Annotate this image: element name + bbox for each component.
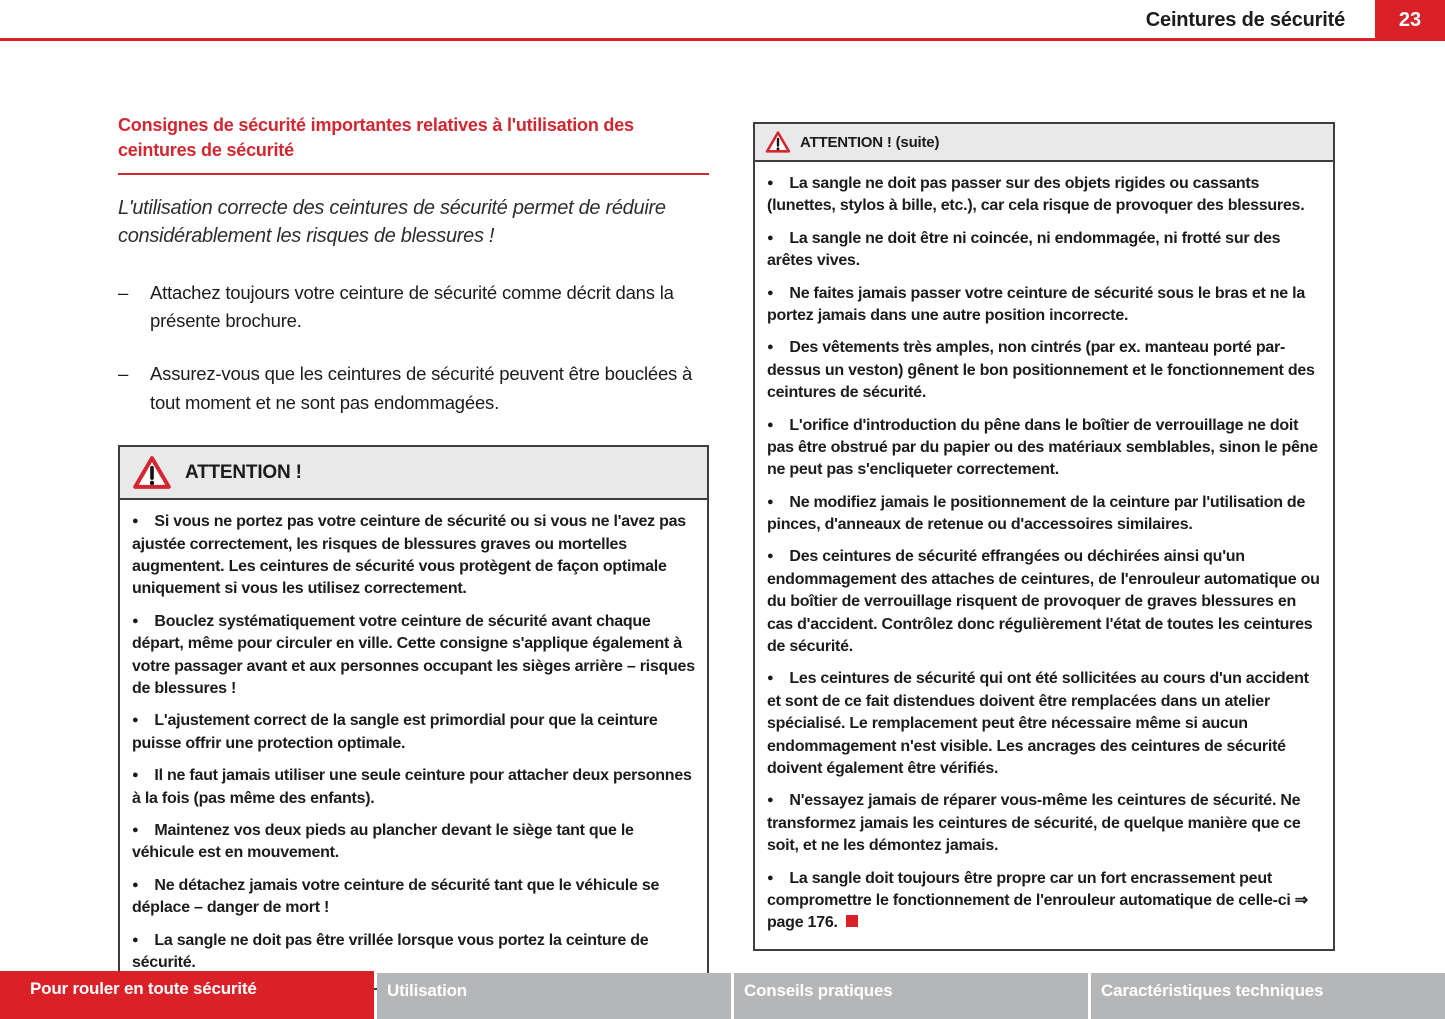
warning-bullet-text: Les ceintures de sécurité qui ont été sollicitées au cours d'un accident et sont de ce fait distendues doivent être remplacées dans un atelier spécialisé. Le remplacement peut être nécessaire même si aucun endommagement n'est visible. Les ancrages des ceintures de sécurité doivent également être vérifiés. [767,670,1309,777]
footer-tab-utilisation: Utilisation [377,973,731,1019]
dash-list-item [118,279,709,336]
bullet-dot-icon: ● [132,515,139,528]
right-column [753,122,1335,951]
warning-bullet-text: Bouclez systématiquement votre ceinture de sécurité avant chaque départ, même pour circuler en ville. Cette consigne s'applique également à votre passager avant et aux personnes occupant les sièges arrière – risques de blessures ! [132,612,695,697]
end-of-section-marker [846,915,858,927]
bullet-dot-icon: ● [767,286,774,299]
warning-bullet-text: Ne faites jamais passer votre ceinture de sécurité sous le bras et ne la portez jamais dans une autre position incorrecte. [767,284,1305,324]
bullet-dot-icon: ● [767,177,774,189]
warning-bullet-text: La sangle ne doit être ni coincée, ni endommagée, ni frotté sur des arêtes vives. [767,229,1281,270]
warning-bullet-text: Des vêtements très amples, non cintrés (par ex. manteau porté par-dessus un veston) gênent le bon positionnement et le fonctionnement des ceintures de sécurité. [767,339,1315,402]
page-number-badge: 23 [1375,0,1445,41]
warning-bullet-text: La sangle ne doit pas passer sur des objets rigides ou cassants (lunettes, stylos à bille, etc.), car cela risque de provoquer des blessures. [767,175,1305,215]
warning-bullet [132,611,695,701]
warning-bullet [767,173,1321,218]
bullet-dot-icon: ● [132,933,139,946]
warning-bullet [767,415,1321,482]
lede-text: L'utilisation correcte des ceintures de sécurité permet de réduire considérablement les risques de blessures ! [118,197,666,247]
warning-title: ATTENTION ! [185,461,302,483]
warning-box-attention [118,445,709,990]
dash-list-item [118,360,709,417]
warning-bullet-text: N'essayez jamais de réparer vous-même les ceintures de sécurité. Ne transformez jamais les ceintures de sécurité, de quelque manière que ce soit, et ne les démontez jamais. [767,792,1301,855]
bullet-dot-icon: ● [132,878,139,891]
left-column [118,113,709,990]
dash-item-text: Assurez-vous que les ceintures de sécurité peuvent être bouclées à tout moment et ne sont pas endommagées. [150,362,693,413]
bullet-dot-icon: ● [767,418,774,431]
warning-bullet-text: Des ceintures de sécurité effrangées ou déchirées ainsi qu'un endommagement des attaches de ceintures, de l'enrouleur automatique ou du boîtier de verrouillage risquent de provoquer de graves blessures en cas d'accident. Contrôlez donc régulièrement l'état de toutes les ceintures de sécurité. [767,548,1320,656]
warning-bullet [767,546,1321,658]
dash-item-text: Attachez toujours votre ceinture de sécurité comme décrit dans la présente brochure. [150,281,674,332]
dash-marker: – [118,281,129,303]
footer-tab-conseils-pratiques: Conseils pratiques [734,973,1088,1019]
warning-box-header [120,447,707,500]
warning-triangle-icon [765,130,791,154]
warning-bullet-text: L'ajustement correct de la sangle est primordial pour que la ceinture puisse offrir une protection optimale. [132,712,658,752]
warning-bullet [767,283,1321,328]
footer-tab-pour-rouler: Pour rouler en toute sécurité [0,971,374,1019]
warning-bullet [132,511,695,601]
warning-box-attention-suite [753,122,1335,951]
warning-bullet [132,875,695,920]
warning-bullet-text: Si vous ne portez pas votre ceinture de sécurité ou si vous ne l'avez pas ajustée correctement, les risques de blessures graves ou mortelles augmentent. Les ceintures de sécurité vous protègent de façon optimale uniquement si vous les utilisez correctement. [132,513,686,598]
bullet-dot-icon: ● [132,614,139,627]
warning-bullet-text: La sangle ne doit pas être vrillée lorsque vous portez la ceinture de sécurité. [132,931,649,971]
warning-bullet-text: Maintenez vos deux pieds au plancher devant le siège tant que le véhicule est en mouvement. [132,821,634,862]
bullet-dot-icon: ● [767,672,774,685]
dash-list [118,279,709,418]
section-heading: Consignes de sécurité importantes relatives à l'utilisation des ceintures de sécurité [118,113,709,175]
warning-bullet [767,492,1321,537]
warning-bullet [132,710,695,755]
warning-box-body [120,500,707,988]
bullet-dot-icon: ● [767,341,774,354]
warning-bullet [767,790,1321,857]
warning-bullet [132,820,695,865]
warning-bullet-text: Ne modifiez jamais le positionnement de la ceinture par l'utilisation de pinces, d'anneaux de retenue ou d'accessoires similaires. [767,493,1306,534]
bullet-dot-icon: ● [767,871,774,884]
bullet-dot-icon: ● [767,495,774,508]
warning-bullet [767,337,1321,404]
footer-tab-caracteristiques-techniques: Caractéristiques techniques [1091,973,1445,1019]
warning-bullet [767,868,1321,935]
bullet-dot-icon: ● [767,794,774,807]
warning-bullet-text: La sangle doit toujours être propre car un fort encrassement peut compromettre le fonctionnement de l'enrouleur automatique de celle-ci ⇒ page 176. [767,869,1308,932]
header-divider [0,38,1445,41]
warning-box-header [755,124,1333,162]
warning-bullet [132,930,695,975]
warning-bullet [767,228,1321,273]
bullet-dot-icon: ● [132,823,139,836]
footer-section-tabs [0,971,1445,1019]
warning-bullet-text: Ne détachez jamais votre ceinture de sécurité tant que le véhicule se déplace – danger de mort ! [132,876,660,917]
warning-triangle-icon [132,454,172,491]
bullet-dot-icon: ● [132,769,139,782]
dash-marker: – [118,362,129,384]
bullet-dot-icon: ● [767,550,774,563]
warning-bullet-text: Il ne faut jamais utiliser une seule ceinture pour attacher deux personnes à la fois (pas même des enfants). [132,767,692,807]
warning-bullet [767,668,1321,780]
warning-title: ATTENTION ! (suite) [800,133,940,151]
page-title: Ceintures de sécurité [1145,9,1345,31]
warning-box-body [755,162,1333,949]
bullet-dot-icon: ● [767,231,774,244]
bullet-dot-icon: ● [132,714,139,727]
warning-bullet-text: L'orifice d'introduction du pêne dans le boîtier de verrouillage ne doit pas être obstrué par du papier ou des matériaux semblables, sinon le pêne ne peut pas s'encliqueter correctement. [767,416,1318,479]
warning-bullet [132,765,695,810]
